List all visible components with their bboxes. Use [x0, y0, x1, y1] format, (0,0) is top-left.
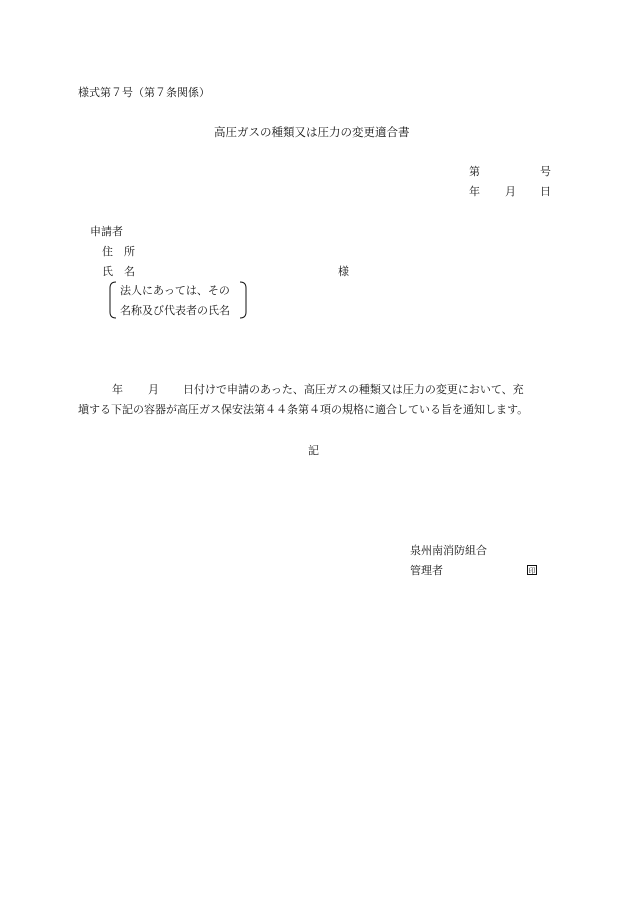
corporate-note: [108, 280, 248, 320]
address-label: 住 所: [102, 245, 135, 258]
form-number: 様式第７号（第７条関係）: [78, 86, 210, 99]
corporate-note-line2: 名称及び代表者の氏名: [120, 304, 230, 317]
name-label: 氏 名: [102, 265, 135, 278]
body-line2: 塡する下記の容器が高圧ガス保安法第４４条第４項の規格に適合している旨を通知します。: [78, 403, 529, 416]
applicant-heading: 申請者: [90, 225, 123, 238]
doc-number-prefix: 第: [469, 165, 480, 178]
honorific: 様: [338, 265, 349, 278]
issuer-role: 管理者: [410, 564, 443, 577]
ki-marker: 記: [308, 444, 319, 457]
corporate-note-line1: 法人にあっては、その: [120, 284, 230, 297]
body-month: 月: [148, 383, 159, 396]
date-month: 月: [505, 185, 516, 198]
body-year: 年: [112, 383, 123, 396]
date-day: 日: [540, 185, 551, 198]
doc-number-suffix: 号: [540, 165, 551, 178]
date-year: 年: [469, 185, 480, 198]
body-line1: 日付けで申請のあった、高圧ガスの種類又は圧力の変更において、充: [183, 383, 524, 396]
issuer-organization: 泉州南消防組合: [410, 544, 487, 557]
document-title: 高圧ガスの種類又は圧力の変更適合書: [214, 125, 410, 139]
seal-icon: 印: [528, 567, 536, 575]
